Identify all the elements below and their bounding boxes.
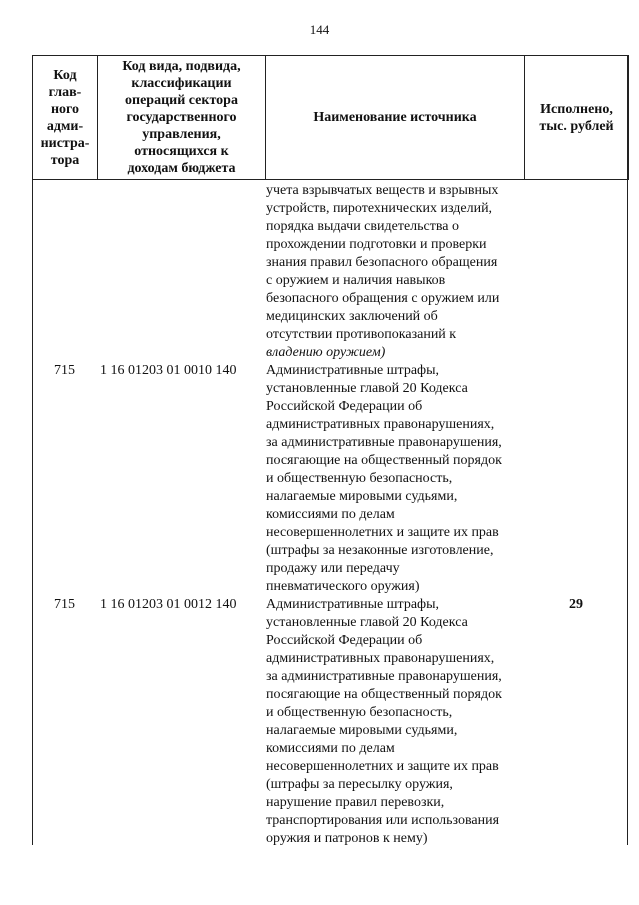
text-line: и общественную безопасность,: [266, 471, 453, 486]
text-line: административных правонарушениях,: [266, 651, 495, 666]
text-line: установленные главой 20 Кодекса: [266, 615, 468, 630]
header-code-line: управления,: [142, 127, 221, 142]
text-line: (штрафы за незаконные изготовление,: [266, 543, 494, 558]
text-line: отсутствии противопоказаний к: [266, 327, 457, 342]
text-line: продажу или передачу: [266, 561, 400, 576]
header-code-line: относящихся к: [134, 144, 229, 159]
header-amount-line: Исполнено,: [540, 101, 613, 117]
header-code-line: государственного: [126, 110, 237, 125]
text-line: несовершеннолетних и защите их прав: [266, 759, 499, 774]
header-admin-code: [33, 56, 98, 180]
source-name-cell: [266, 362, 528, 596]
amount-cell: 29: [569, 597, 583, 612]
text-line: устройств, пиротехнических изделий,: [266, 201, 493, 216]
table-header: [32, 55, 629, 180]
text-line: медицинских заключений об: [266, 309, 438, 324]
text-line: транспортирования или использования: [266, 813, 500, 828]
text-line: оружия и патронов к нему): [266, 831, 428, 846]
text-line: Российской Федерации об: [266, 633, 423, 648]
text-line: комиссиями по делам: [266, 741, 395, 756]
text-line: и общественную безопасность,: [266, 705, 453, 720]
text-line: владению оружием): [266, 345, 386, 360]
text-line: несовершеннолетних и защите их прав: [266, 525, 499, 540]
table-body: [32, 182, 628, 848]
header-classification-code: [98, 56, 266, 180]
continuation-row: [32, 182, 628, 362]
table-row: [32, 362, 628, 596]
header-admin-line: тора: [50, 152, 80, 168]
text-line: Российской Федерации об: [266, 399, 423, 414]
header-amount: [525, 56, 629, 180]
text-line: порядка выдачи свидетельства о: [266, 219, 460, 234]
text-line: Административные штрафы,: [266, 363, 440, 378]
text-line: налагаемые мировыми судьями,: [266, 723, 458, 738]
text-line: установленные главой 20 Кодекса: [266, 381, 468, 396]
classification-code-cell: 1 16 01203 01 0012 140: [100, 597, 237, 612]
text-line: (штрафы за пересылку оружия,: [266, 777, 453, 792]
text-line: учета взрывчатых веществ и взрывных: [266, 183, 499, 198]
text-line: прохождении подготовки и проверки: [266, 237, 487, 252]
text-line: налагаемые мировыми судьями,: [266, 489, 458, 504]
text-line: за административные правонарушения,: [266, 435, 502, 450]
header-code-line: операций сектора: [125, 93, 238, 108]
header-code-line: Код вида, подвида,: [122, 59, 241, 74]
text-line: пневматического оружия): [266, 579, 420, 594]
text-line: за административные правонарушения,: [266, 669, 502, 684]
header-amount-line: тыс. рублей: [539, 118, 614, 134]
admin-code-cell: 715: [54, 597, 75, 612]
header-source-name: Наименование источника: [266, 56, 525, 180]
text-line: административных правонарушениях,: [266, 417, 495, 432]
header-code-line: доходам бюджета: [127, 161, 236, 176]
header-admin-line: адми-: [46, 118, 84, 134]
header-code-line: классификации: [131, 76, 232, 91]
source-name-cell: [266, 596, 528, 848]
text-line: комиссиями по делам: [266, 507, 395, 522]
text-line: посягающие на общественный порядок: [266, 453, 502, 468]
admin-code-cell: 715: [54, 363, 75, 378]
source-name-continuation: [266, 182, 528, 362]
text-line: посягающие на общественный порядок: [266, 687, 502, 702]
classification-code-cell: 1 16 01203 01 0010 140: [100, 363, 237, 378]
header-admin-line: нистра-: [40, 135, 90, 151]
text-line: нарушение правил перевозки,: [266, 795, 445, 810]
text-line: знания правил безопасного обращения: [266, 255, 498, 270]
header-admin-line: Код: [53, 67, 77, 83]
table-row: [32, 596, 628, 848]
text-line: безопасного обращения с оружием или: [266, 291, 500, 306]
header-admin-line: ного: [50, 101, 80, 117]
text-line: Административные штрафы,: [266, 597, 440, 612]
header-admin-line: глав-: [48, 84, 82, 100]
text-line: с оружием и наличия навыков: [266, 273, 446, 288]
page-number: 144: [309, 22, 330, 37]
